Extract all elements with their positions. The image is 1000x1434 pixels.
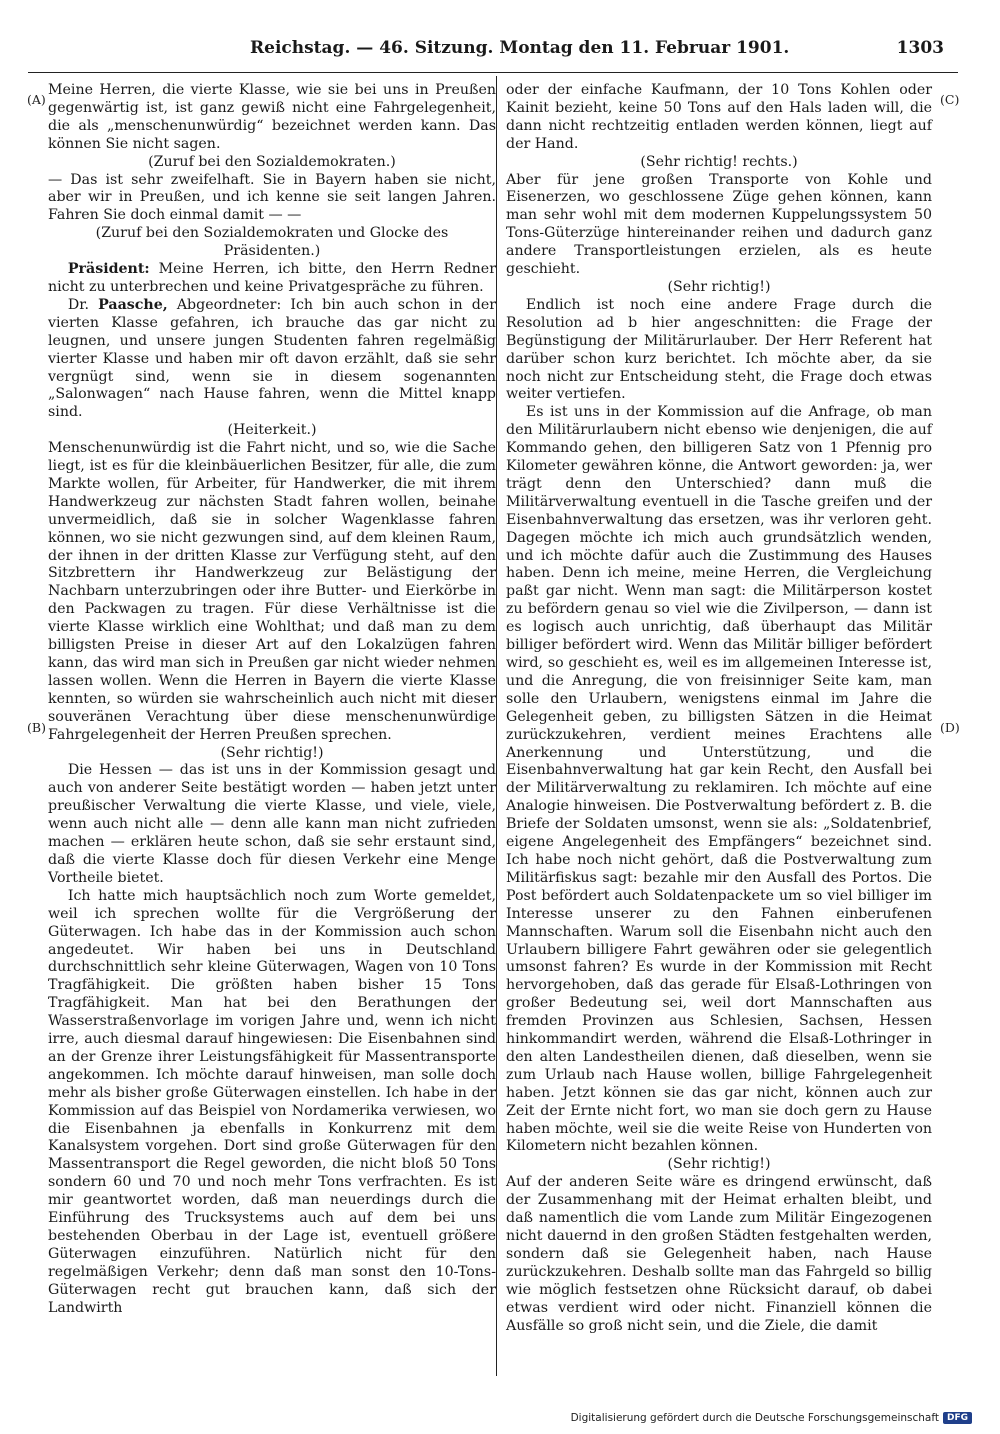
paragraph-text: — Das ist sehr zweifelhaft. Sie in Bayern haben sie nicht, aber wir in Preußen, und ich kenne sie seit langen Jahren. Fahren Sie doch einmal damit — — <box>48 171 496 224</box>
paragraph-text: Meine Herren, die vierte Klasse, wie sie bei uns in Preußen gegenwärtig ist, ist ganz gewiß nicht eine Fahrgelegenheit, die als „menschenunwürdig“ bezeichnet werden kann. Das können Sie nicht sagen. <box>48 82 496 152</box>
paragraph <box>48 82 496 154</box>
paragraph <box>506 82 932 154</box>
page-number: 1303 <box>896 38 944 58</box>
paragraph-text: Endlich ist noch eine andere Frage durch die Resolution ad b hier angeschnitten: die Frage der Begünstigung der Militärurlauber. Der Herr Referent hat darüber schon kurz berichtet. Ich möchte aber, da sie noch nicht zur Entscheidung steht, die Frage doch etwas weiter vertiefen. <box>506 296 932 403</box>
margin-marker-d: (D) <box>940 720 960 735</box>
column-divider <box>496 76 497 1376</box>
margin-marker-b: (B) <box>27 720 46 735</box>
header-title: Reichstag. — 46. Sitzung. Montag den 11. Februar 1901. <box>250 38 790 58</box>
paragraph <box>506 404 932 1156</box>
footer-credit <box>571 1412 972 1424</box>
paragraph <box>48 261 496 297</box>
paragraph-text: (Sehr richtig!) <box>667 278 771 295</box>
paragraph-text: Die Hessen — das ist uns in der Kommission gesagt und auch von anderer Seite bestätigt worden — haben jetzt unter preußischer Verwaltung die vierte Klasse, und viele, viele, wenn auch nicht alle — denn alle kann man nicht zufrieden machen — erklären heute schon, daß sie sehr erstaunt sind, daß die vierte Klasse doch für diesen Verkehr eine Menge Vortheile bietet. <box>48 762 496 886</box>
dfg-logo: DFG <box>943 1412 972 1424</box>
stage-direction <box>48 422 496 440</box>
paragraph-text: Abgeordneter: Ich bin auch schon in der vierten Klasse gefahren, ich brauche das gar nicht zu leugnen, und unsere jungen Studenten fahren regelmäßig vierter Klasse und haben mir oft davon erzählt, daß sie sehr vergnügt sind, wenn sie in diesem sogenannten „Salonwagen“ nach Hause fahren, wenn die Mittel knapp sind. <box>48 296 497 421</box>
stage-direction <box>48 225 496 261</box>
paragraph-text: oder der einfache Kaufmann, der 10 Tons Kohlen oder Kainit bezieht, keine 50 Tons auf den Hals laden will, die dann nicht rechtzeitig entladen werden können, liegt auf der Hand. <box>506 82 932 152</box>
speaker-name: Präsident: <box>67 261 150 278</box>
paragraph <box>48 888 496 1318</box>
page-header <box>250 38 944 66</box>
paragraph-text: Auf der anderen Seite wäre es dringend erwünscht, daß der Zusammenhang mit der Heimat erhalten bleibt, und daß namentlich die vom Lande zum Militär Eingezogenen nicht dauernd in den großen Städten festgehalten werden, sondern daß sie Gelegenheit haben, nach Hause zurückzukehren. Deshalb sollte man das Fahrgeld so billig wie möglich festsetzen ohne Rücksicht darauf, ob dabei etwas verdient wird oder nicht. Finanziell können die Ausfälle so groß nicht sein, und die Ziele, die damit <box>506 1174 932 1334</box>
paragraph <box>506 297 932 404</box>
margin-marker-a: (A) <box>27 92 46 107</box>
paragraph <box>506 172 932 279</box>
right-column <box>506 82 932 1335</box>
paragraph <box>48 762 496 887</box>
paragraph-text: Ich hatte mich hauptsächlich noch zum Worte gemeldet, weil ich sprechen wollte für die Vergrößerung der Güterwagen. Ich habe das in der Kommission auch schon angedeutet. Wir haben bei uns in Deutschland durchschnittlich sehr kleine Güterwagen, Wagen von 10 Tons Tragfähigkeit. Die größten haben bisher 15 Tons Tragfähigkeit. Man hat bei den Berathungen der Wasserstraßenvorlage im vorigen Jahre und, wenn ich nicht irre, auch diesmal darauf hingewiesen: Die Eisenbahnen sind an der Grenze ihrer Leistungsfähigkeit für Massentransporte angekommen. Ich möchte darauf hinweisen, man solle doch mehr als bisher große Güterwagen einstellen. Ich habe in der Kommission auf das Beispiel von Nordamerika verwiesen, wo die Eisenbahnen ja ebenfalls in Konkurrenz mit dem Kanalsystem vorgehen. Dort sind große Güterwagen für den Massentransport die Regel geworden, die nicht bloß 50 Tons sondern 60 und 70 und noch mehr Tons verfrachten. Es ist mir geantwortet worden, daß man neuerdings durch die Einführung des Trucksystems auch auf dem bei uns bestehenden Oberbau in der Lage ist, eventuell größere Güterwagen einzuführen. Natürlich nicht für den regelmäßigen Verkehr; denn daß man sonst den 10-Tons-Güterwagen recht gut brauchen kann, daß sich der Landwirth <box>48 887 496 1316</box>
paragraph-text: Es ist uns in der Kommission auf die Anfrage, ob man den Militärurlaubern nicht ebenso wie denjenigen, die auf Kommando gehen, den billigeren Satz von 1 Pfennig pro Kilometer gewähren könne, die Antwort geworden: ja, wer trägt denn den Unterschied? dann muß die Militärverwaltung eventuell in die Tasche greifen und der Eisenbahnverwaltung das ersetzen, was ihr verloren geht. Dagegen möchte ich mich auch grundsätzlich wenden, und ich möchte dafür auch die Zustimmung des Hauses haben. Denn ich meine, meine Herren, die Vergleichung paßt gar nicht. Wenn man sagt: die Militärperson kostet zu befördern genau so viel wie die Zivilperson, — dann ist es logisch auch unrichtig, daß überhaupt das Militär billiger befördert wird. Wenn das Militär billiger befördert wird, so geschieht es, weil es im allgemeinen Interesse ist, und die Anregung, die von freisinniger Seite kam, man solle den Urlaubern, wenigstens einmal im Jahre die Gelegenheit geben, zu billigsten Sätzen in die Heimat zurückzukehren, verdient meines Erachtens alle Anerkennung und Unterstützung, und die Eisenbahnverwaltung hat gar kein Recht, den Ausfall bei der Militärverwaltung zu reklamiren. Ich möchte auf eine Analogie hinweisen. Die Postverwaltung befördert z. B. die Briefe der Soldaten umsonst, wenn sie als: „Soldatenbrief, eigene Angelegenheit des Empfängers“ bezeichnet sind. Ich habe noch nicht gehört, daß die Postverwaltung zum Militärfiskus sagt: bezahle mir den Ausfall des Portos. Die Post befördert auch Soldatenpackete um so viel billiger im Interesse unserer zu den Fahnen einberufenen Mannschaften. Warum soll die Eisenbahn nicht auch den Urlaubern billigere Fahrt gewähren oder sie gelegentlich umsonst fahren? Es wurde in der Kommission mit Recht hervorgehoben, daß das gerade für Elsaß-Lothringen von großer Bedeutung sei, weil dort Mannschaften aus fremden Provinzen aus Schlesien, Sachsen, Hessen hinkommandirt werden, während die Elsaß-Lothringer in den alten Landestheilen dienen, daß dieselben, wenn sie zum Urlaub nach Hause wollen, billige Fahrgelegenheit haben. Jetzt können sie das gar nicht, können auch zur Zeit der Ernte nicht fort, wo man sie doch gern zu Hause haben möchte, weil sie die weite Reise von Hunderten von Kilometern nicht bezahlen können. <box>506 404 932 1155</box>
paragraph-text: Menschenunwürdig ist die Fahrt nicht, und so, wie die Sache liegt, ist es für die kleinbäuerlichen Besitzer, für alle, die zum Markte wollen, für Arbeiter, für Handwerker, die mit ihrem Handwerkzeug zur nächsten Stadt fahren wollen, beinahe unvermeidlich, daß sie in solcher Wagenklasse fahren können, wo sie nicht gezwungen sind, auf dem kleinen Raum, der ihnen in der dritten Klasse zur Verfügung steht, auf den Sitzbrettern ihr Handwerkzeug zur Belästigung der Nachbarn unterzubringen oder ihre Butter- und Eierkörbe in den Packwagen zu tragen. Für diese Verhältnisse ist die vierte Klasse wirklich eine Wohlthat; und daß man zu dem billigsten Preise in dieser Art auf den Lokalzügen fahren kann, das wird man sich in Preußen gar nicht wieder nehmen lassen wollen. Wenn die Herren in Bayern die vierte Klasse kennten, so würden sie wahrscheinlich auch nicht mit dieser souveränen Verachtung über diese menschenunwürdige Fahrgelegenheit der Herren Preußen sprechen. <box>48 440 496 743</box>
paragraph-text: (Sehr richtig! rechts.) <box>640 153 798 170</box>
margin-marker-c: (C) <box>940 92 960 107</box>
paragraph-text: (Zuruf bei den Sozialdemokraten.) <box>148 153 396 170</box>
paragraph-text: (Sehr richtig!) <box>667 1156 771 1173</box>
stage-direction <box>48 745 496 763</box>
left-column <box>48 82 496 1318</box>
speaker-name: Paasche, <box>98 296 168 313</box>
paragraph <box>48 297 496 422</box>
stage-direction <box>506 1156 932 1174</box>
stage-direction <box>48 154 496 172</box>
header-rule <box>28 72 958 73</box>
paragraph-text: Aber für jene großen Transporte von Kohle und Eisenerzen, wo geschlossene Züge gehen können, kann man sehr wohl mit dem modernen Kuppelungssystem 50 Tons-Güterzüge hintereinander reihen und dadurch ganz andere Transportleistungen erzielen, als es heute geschieht. <box>506 171 932 278</box>
paragraph-text: (Sehr richtig!) <box>220 744 324 761</box>
paragraph-text: (Heiterkeit.) <box>227 422 317 439</box>
stage-direction <box>506 154 932 172</box>
stage-direction <box>506 279 932 297</box>
paragraph-text: Meine Herren, ich bitte, den Herrn Redner nicht zu unterbrechen und keine Privatgespräche zu führen. <box>48 261 496 295</box>
paragraph <box>506 1174 932 1335</box>
paragraph-text: (Zuruf bei den Sozialdemokraten und Glocke des Präsidenten.) <box>95 225 449 260</box>
footer-text: Digitalisierung gefördert durch die Deutsche Forschungsgemeinschaft <box>570 1412 939 1424</box>
paragraph <box>48 172 496 226</box>
paragraph <box>48 440 496 744</box>
speaker-title: Dr. <box>67 296 99 313</box>
